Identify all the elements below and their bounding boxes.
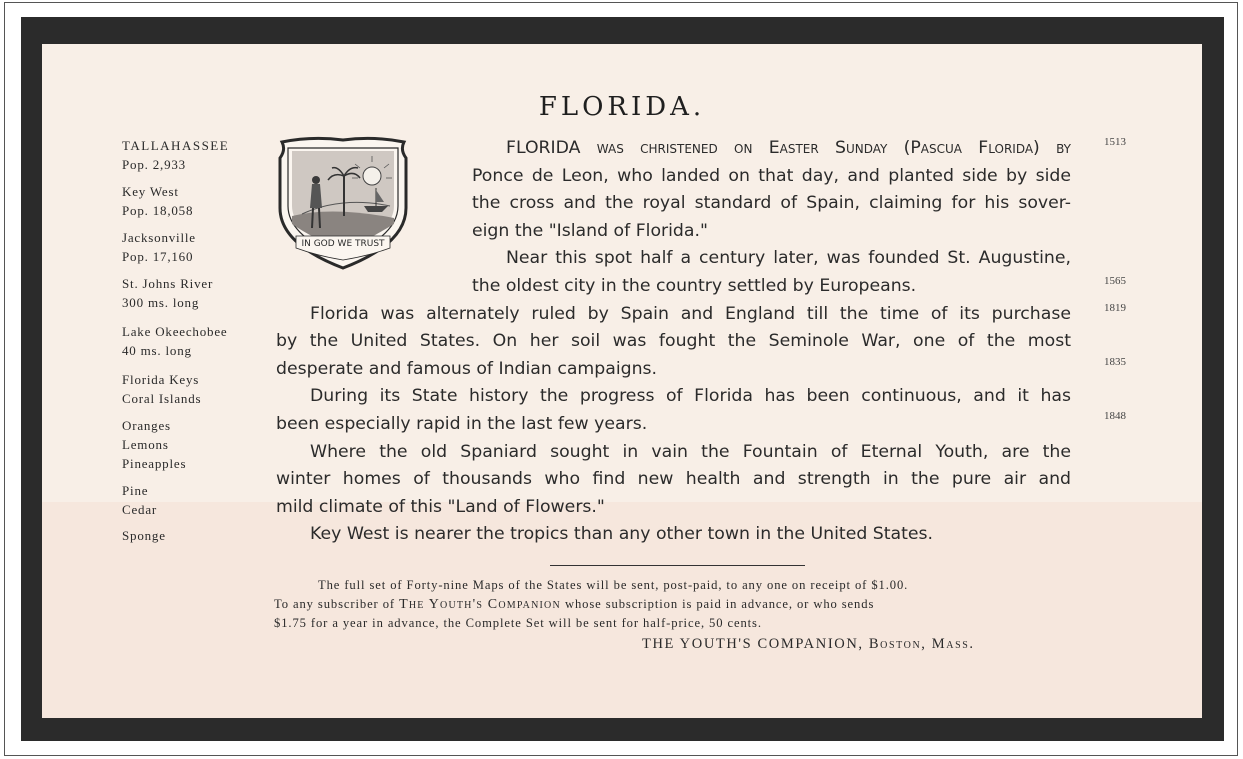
body-line: Near this spot half a century later, was founded St. Augustine,: [506, 248, 1071, 269]
body-line: FLORIDA was christened on Easter Sunday (Pascua Florida) by: [506, 138, 1071, 158]
body-line: been especially rapid in the last few years.: [276, 413, 648, 434]
sidebar-entry-lake-okeechobee: Lake Okeechobee 40 ms. long: [122, 324, 228, 358]
publication-name: The Youth's Companion: [399, 597, 561, 612]
publisher-location: Boston, Mass.: [868, 636, 975, 652]
sidebar-entry-key-west: Key West Pop. 18,058: [122, 184, 194, 218]
body-line: winter homes of thousands who find new health and strength in the pure air and: [276, 469, 1071, 490]
card-title: FLORIDA.: [538, 92, 706, 122]
sidebar-entry-jacksonville: Jacksonville Pop. 17,160: [122, 230, 196, 264]
sidebar-entry-florida-keys: Florida Keys Coral Islands: [122, 372, 202, 406]
body-line: Key West is nearer the tropics than any other town in the United States.: [310, 524, 934, 545]
publisher-imprint: [642, 636, 1102, 653]
body-line: the oldest city in the country settled by Europeans.: [472, 275, 917, 296]
body-line: mild climate of this "Land of Flowers.": [276, 496, 605, 517]
year-note: 1819: [1104, 302, 1126, 314]
year-note: 1513: [1104, 136, 1126, 148]
year-note: 1848: [1104, 410, 1126, 422]
sidebar-entry-capital: TALLAHASSEE Pop. 2,933: [122, 138, 230, 172]
sidebar-entry-st-johns-river: St. Johns River 300 ms. long: [122, 276, 214, 310]
footnote: The full set of Forty-nine Maps of the States will be sent, post-paid, to any one on receipt of $1.00. To any subscriber of The Youth's Companion whose subscription is paid in advance, or who sends $1.75 for a year in advance, the Complete Set will be sent for half-price, 50 cents.: [274, 578, 909, 630]
sidebar-entry-timber: Pine Cedar: [122, 483, 158, 517]
year-note: 1835: [1104, 356, 1126, 368]
body-line: Ponce de Leon, who landed on that day, and planted side by side: [472, 165, 1071, 186]
body-line: desperate and famous of Indian campaigns.: [276, 358, 658, 379]
postcard: [42, 44, 1202, 718]
publisher-name: THE YOUTH'S COMPANION,: [642, 636, 864, 652]
divider: [550, 565, 805, 566]
body-line: eign the "Island of Florida.": [472, 220, 708, 241]
body-line: by the United States. On her soil was fought the Seminole War, one of the most: [276, 331, 1071, 352]
body-line: Florida was alternately ruled by Spain and England till the time of its purchase: [310, 303, 1071, 324]
body-line: the cross and the royal standard of Spain, claiming for his sover-: [472, 193, 1071, 214]
year-note: 1565: [1104, 275, 1126, 287]
body-text: [276, 135, 1071, 549]
seal-motto: IN GOD WE TRUST: [301, 239, 385, 249]
sidebar-entry-sponge: Sponge: [122, 528, 166, 543]
body-line: During its State history the progress of Florida has been continuous, and it has: [310, 386, 1071, 407]
sidebar-entry-fruits: Oranges Lemons Pineapples: [122, 418, 187, 471]
body-line: Where the old Spaniard sought in vain the Fountain of Eternal Youth, are the: [310, 441, 1071, 462]
